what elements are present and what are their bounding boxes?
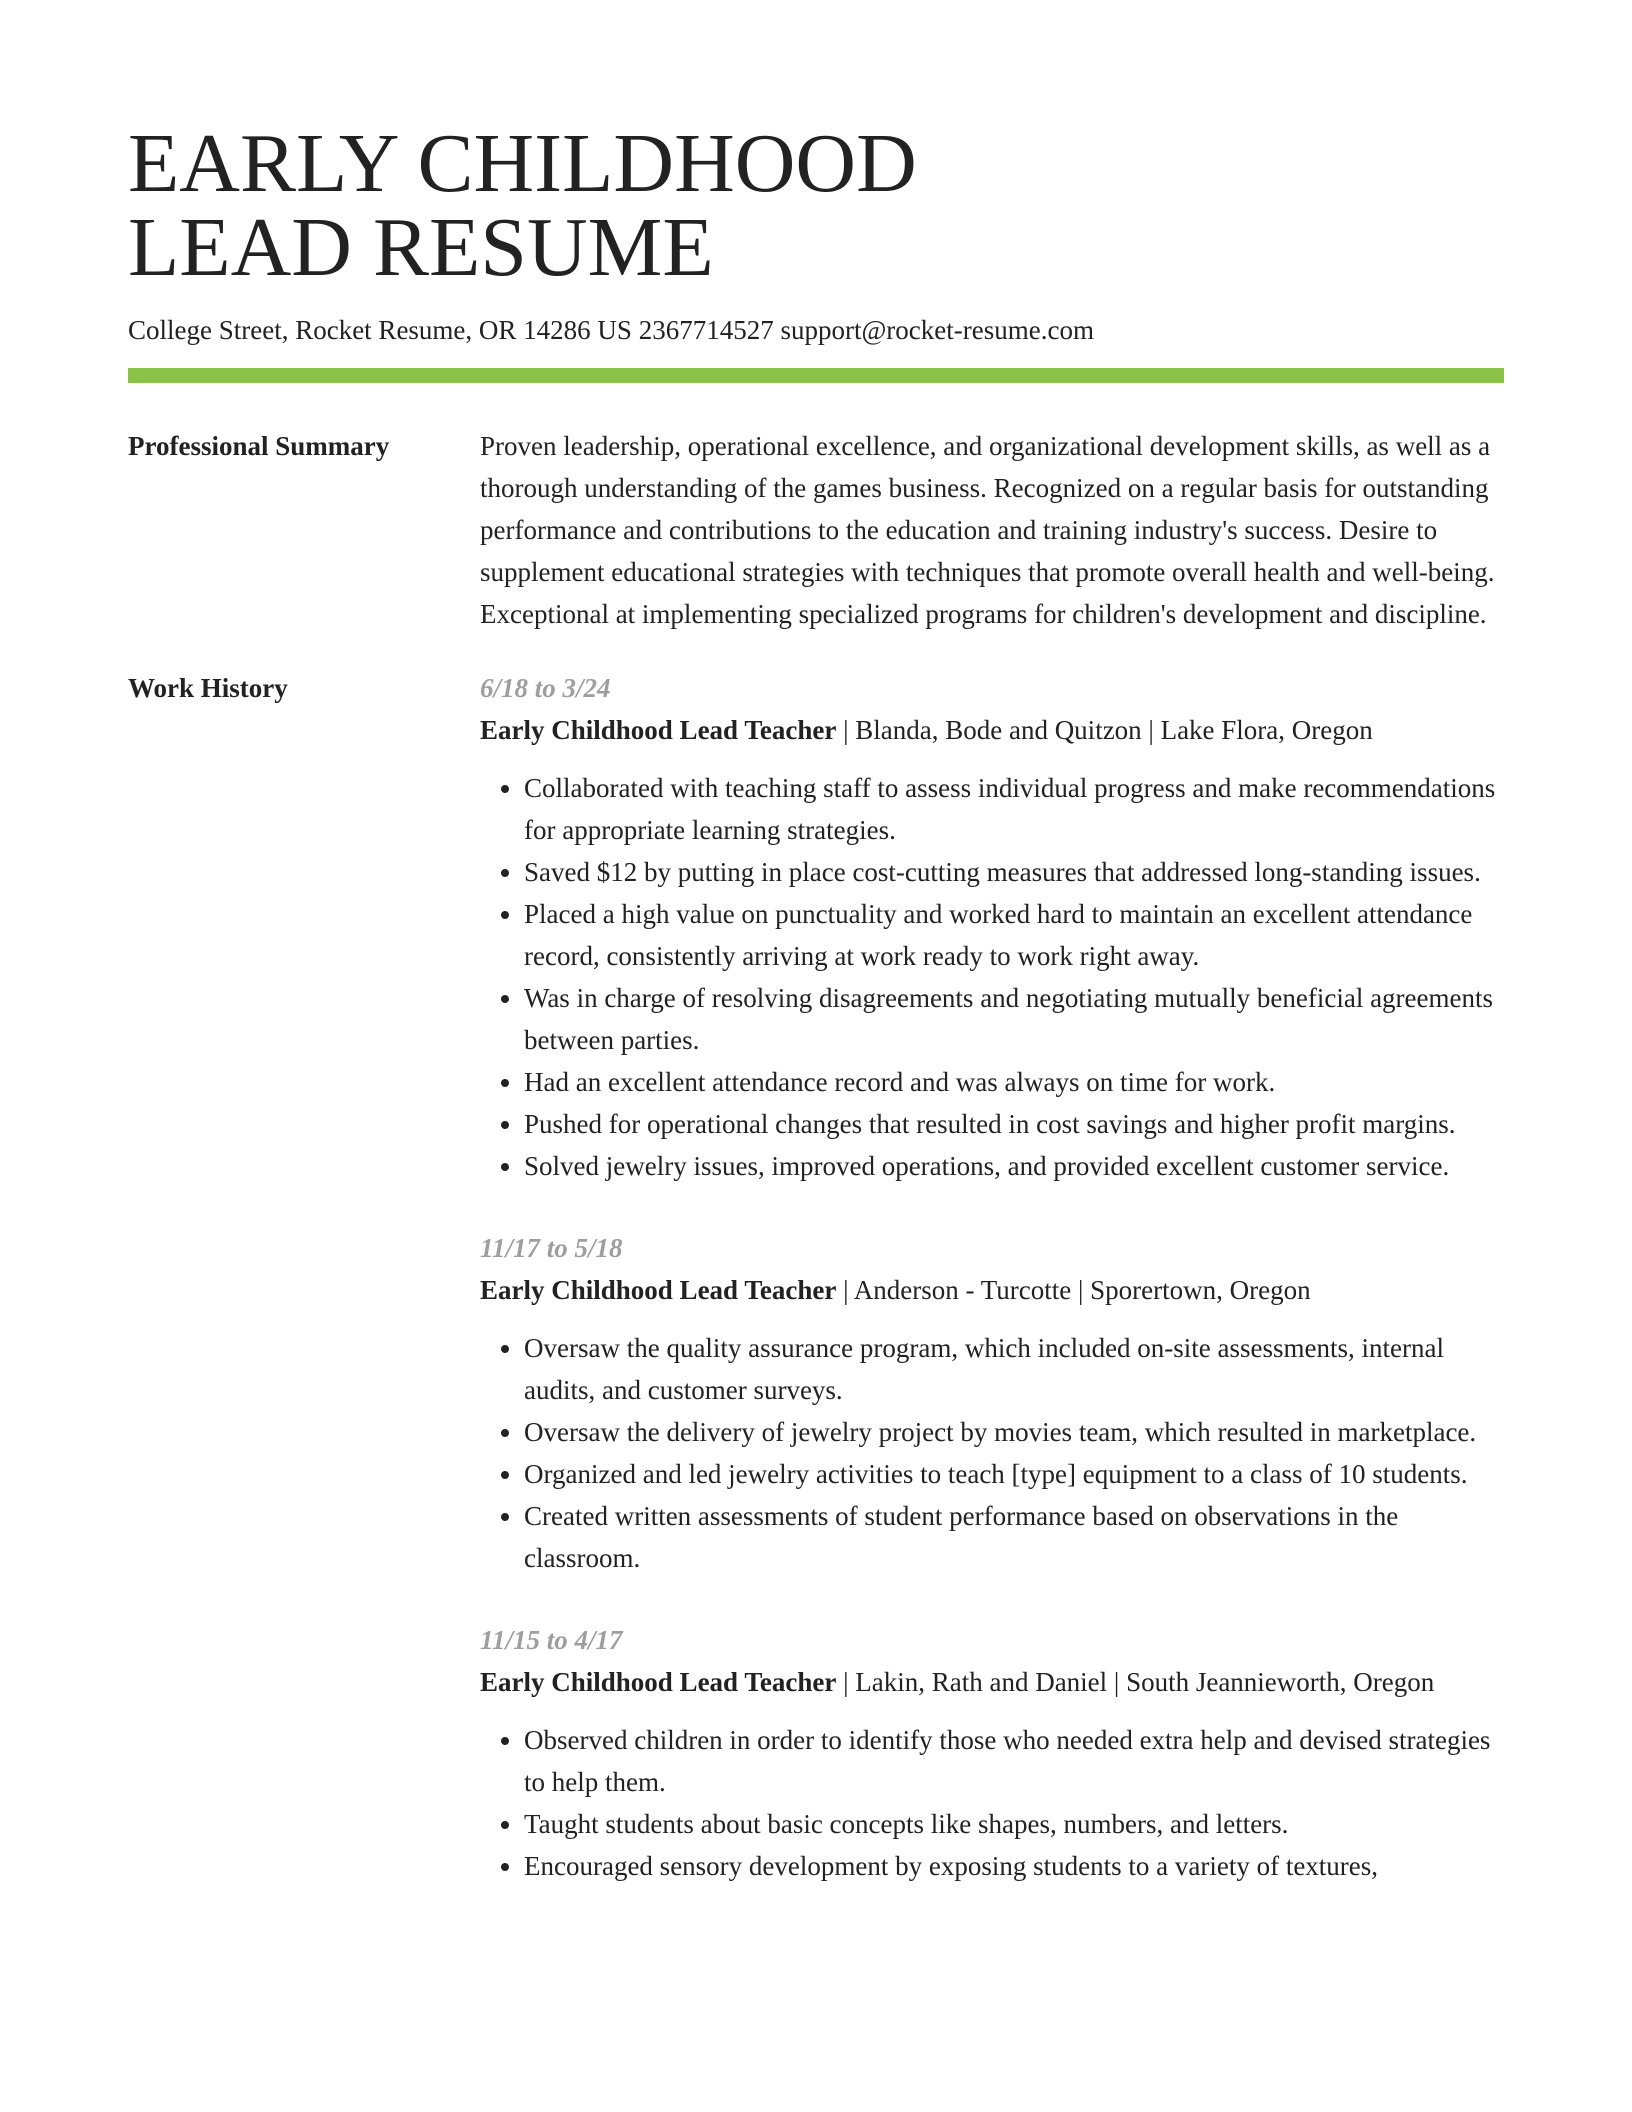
work-history-body xyxy=(480,667,1504,1927)
job-title: Early Childhood Lead Teacher xyxy=(480,1275,837,1305)
job-details: | Anderson - Turcotte | Sporertown, Oregon xyxy=(836,1275,1311,1305)
job-title: Early Childhood Lead Teacher xyxy=(480,715,837,745)
job-bullets xyxy=(480,767,1504,1187)
job-bullet: • Had an excellent attendance record and was always on time for work. xyxy=(524,1061,1504,1103)
job-details: | Blanda, Bode and Quitzon | Lake Flora, Oregon xyxy=(836,715,1373,745)
section-label-work-history: Work History xyxy=(128,673,288,703)
job-bullet: • Placed a high value on punctuality and worked hard to maintain an excellent attendance record, consistently arriving at work ready to work right away. xyxy=(524,893,1504,977)
job-bullets xyxy=(480,1327,1504,1579)
accent-divider xyxy=(128,368,1504,383)
work-history-section xyxy=(128,667,1504,1927)
job-bullet: • Taught students about basic concepts like shapes, numbers, and letters. xyxy=(524,1803,1504,1845)
job-entry xyxy=(480,1227,1504,1579)
contact-info: College Street, Rocket Resume, OR 14286 US 2367714527 support@rocket-resume.com xyxy=(128,315,1094,345)
job-dates: 11/17 to 5/18 xyxy=(480,1233,623,1263)
job-bullet: • Solved jewelry issues, improved operations, and provided excellent customer service. xyxy=(524,1145,1504,1187)
job-title: Early Childhood Lead Teacher xyxy=(480,1667,837,1697)
job-details: | Lakin, Rath and Daniel | South Jeannieworth, Oregon xyxy=(836,1667,1435,1697)
job-bullet: • Collaborated with teaching staff to assess individual progress and make recommendations for appropriate learning strategies. xyxy=(524,767,1504,851)
resume-page xyxy=(128,0,1504,1927)
job-dates: 6/18 to 3/24 xyxy=(480,673,611,703)
job-bullets xyxy=(480,1719,1504,1887)
title-line-2: LEAD RESUME xyxy=(128,201,714,294)
job-dates: 11/15 to 4/17 xyxy=(480,1625,623,1655)
job-entry xyxy=(480,667,1504,1187)
job-entry xyxy=(480,1619,1504,1887)
job-bullet: • Oversaw the delivery of jewelry project by movies team, which resulted in marketplace. xyxy=(524,1411,1504,1453)
resume-title xyxy=(128,0,1504,294)
job-bullet: • Was in charge of resolving disagreements and negotiating mutually beneficial agreements between parties. xyxy=(524,977,1504,1061)
job-heading xyxy=(480,709,1504,751)
job-bullet: • Organized and led jewelry activities to teach [type] equipment to a class of 10 students. xyxy=(524,1453,1504,1495)
job-bullet: • Pushed for operational changes that resulted in cost savings and higher profit margins. xyxy=(524,1103,1504,1145)
summary-text: Proven leadership, operational excellence, and organizational development skills, as well as a thorough understanding of the games business. Recognized on a regular basis for outstanding performance and contributions to the education and training industry's success. Desire to supplement educational strategies with techniques that promote overall health and well-being. Exceptional at implementing specialized programs for children's development and discipline. xyxy=(480,431,1495,629)
title-line-1: EARLY CHILDHOOD xyxy=(128,117,917,210)
job-bullet: • Observed children in order to identify those who needed extra help and devised strategies to help them. xyxy=(524,1719,1504,1803)
section-label-summary: Professional Summary xyxy=(128,431,390,461)
job-bullet: • Created written assessments of student performance based on observations in the classroom. xyxy=(524,1495,1504,1579)
job-bullet: • Encouraged sensory development by exposing students to a variety of textures, xyxy=(524,1845,1504,1887)
job-heading xyxy=(480,1661,1504,1703)
professional-summary-section xyxy=(128,425,1504,635)
summary-body xyxy=(480,425,1504,635)
job-bullet: • Oversaw the quality assurance program, which included on-site assessments, internal audits, and customer surveys. xyxy=(524,1327,1504,1411)
job-bullet: • Saved $12 by putting in place cost-cutting measures that addressed long-standing issues. xyxy=(524,851,1504,893)
job-heading xyxy=(480,1269,1504,1311)
